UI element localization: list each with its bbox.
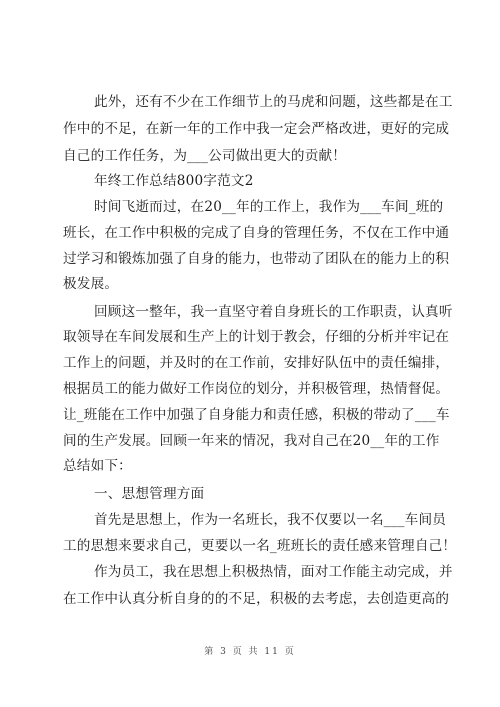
paragraph-line: 回顾这一整年，我一直坚守着自身班长的工作职责，认真听 [94, 304, 453, 320]
paragraph-line: 工的思想来要求自己，更要以一名_班班长的责任感来管理自己！ [63, 538, 457, 554]
paragraph-line: 过学习和锻炼加强了自身的能力，也带动了团队在的能力上的积 [63, 251, 450, 267]
paragraph-line: 在工作中认真分析自身的的不足，积极的去考虑，去创造更高的 [63, 591, 450, 607]
section-heading: 一、思想管理方面 [94, 486, 205, 502]
paragraph-line: 取领导在车间发展和生产上的计划于教会，仔细的分析并牢记在 [63, 329, 450, 345]
paragraph-line: 总结如下： [63, 458, 132, 474]
page-footer: 第 3 页 共 11 页 [204, 647, 296, 657]
paragraph-line: 根据员工的能力做好工作岗位的划分，并积极管理，热情督促。 [63, 381, 450, 397]
paragraph-line: 作为员工，我在思想上积极热情，面对工作能主动完成，并 [94, 564, 453, 580]
paragraph-line: 首先是思想上，作为一名班长，我不仅要以一名___车间员 [94, 512, 447, 528]
paragraph-line: 班长，在工作中积极的完成了自身的管理任务，不仅在工作中通 [63, 225, 450, 241]
paragraph-line: 作中的不足，在新一年的工作中我一定会严格改进，更好的完成 [63, 121, 450, 137]
paragraph-line: 自己的工作任务，为___公司做出更大的贡献！ [63, 148, 347, 164]
paragraph-line: 极发展。 [63, 276, 119, 292]
paragraph-line: 工作上的问题，并及时的在工作前，安排好队伍中的责任编排， [63, 355, 450, 371]
paragraph-line: 间的生产发展。回顾一年来的情况，我对自己在20__年的工作 [63, 433, 440, 449]
section-heading: 年终工作总结800字范文2 [94, 173, 254, 189]
paragraph-line: 时间飞逝而过，在20__年的工作上，我作为___车间_班的 [94, 199, 444, 215]
paragraph-line: 此外，还有不少在工作细节上的马虎和问题，这些都是在工 [94, 94, 453, 110]
paragraph-line: 让_班能在工作中加强了自身能力和责任感，积极的带动了___车 [63, 407, 450, 423]
